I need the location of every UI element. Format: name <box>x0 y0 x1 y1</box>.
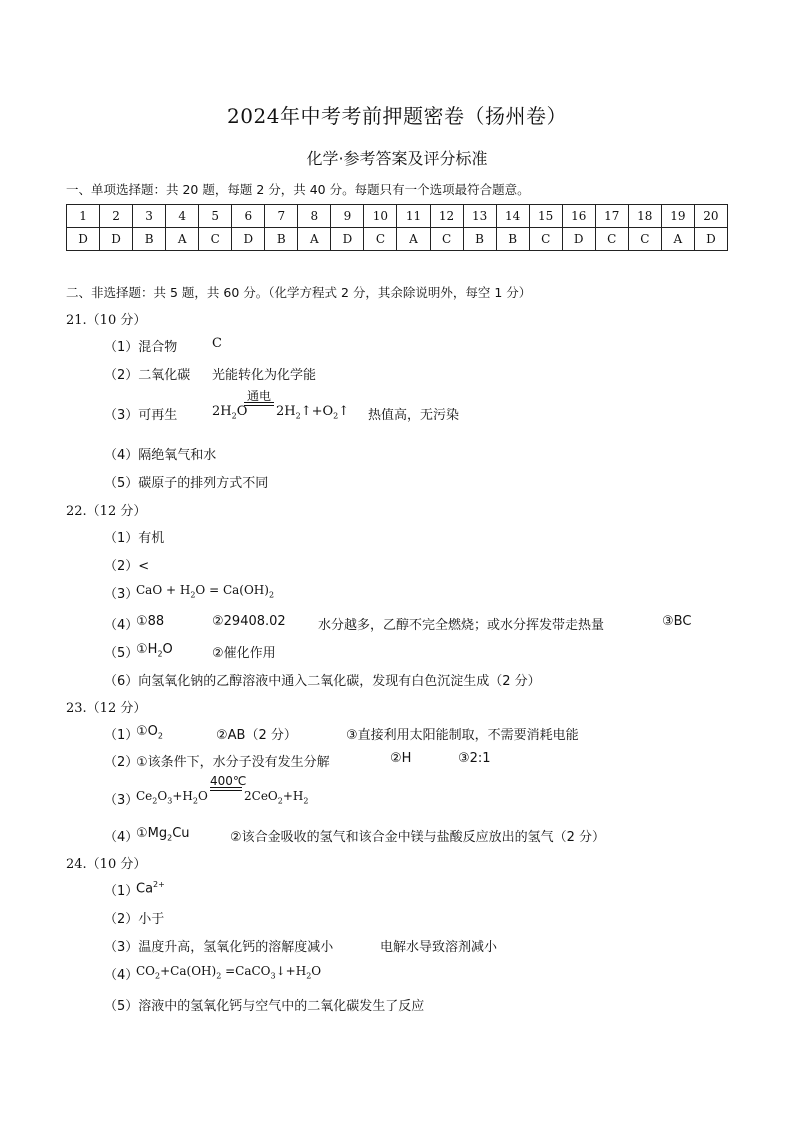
answer-cell: A <box>166 228 199 251</box>
q22-4-answer-2: ②29408.02 <box>212 614 286 629</box>
q24-line-2: （2）小于 <box>104 912 165 927</box>
q22-5-label: （5） <box>104 646 139 661</box>
answer-cell: D <box>562 228 595 251</box>
question-number-cell: 2 <box>100 205 133 228</box>
q24-3-answer-a: （3）温度升高，氢氧化钙的溶解度减小 <box>104 940 334 955</box>
question-number-cell: 17 <box>595 205 628 228</box>
q22-3-equation: CaO + $H_2O = Ca(OH)_2$ <box>136 583 275 600</box>
question-number-cell: 15 <box>529 205 562 228</box>
q21-3-answer-d: 热值高，无污染 <box>368 408 460 423</box>
q21-2-answer-a: （2）二氧化碳 <box>104 368 191 383</box>
question-number-cell: 8 <box>298 205 331 228</box>
section-2-heading: 二、非选择题：共 5 题，共 60 分。（化学方程式 2 分，其余除说明外，每空 1 分） <box>66 285 532 300</box>
q23-1-answer-3: ③直接利用太阳能制取，不需要消耗电能 <box>346 728 579 743</box>
question-number-cell: 20 <box>694 205 727 228</box>
question-number-cell: 9 <box>331 205 364 228</box>
question-21-heading: 21.（10 分） <box>66 313 147 328</box>
answer-cell: C <box>529 228 562 251</box>
q23-3-reaction-condition: 400℃ <box>210 775 242 791</box>
q23-1-answer-2: ②AB（2 分） <box>216 728 297 743</box>
q22-4-label: （4） <box>104 618 139 633</box>
q23-3-equation: $Ce_2O_3+H_2O$ <box>136 789 208 806</box>
answer-cell: B <box>496 228 529 251</box>
answer-cell: A <box>298 228 331 251</box>
q22-4-answer-3: ③BC <box>662 614 692 629</box>
q23-2-answer-1: ①该条件下，水分子没有发生分解 <box>136 755 330 770</box>
answer-table <box>66 204 728 251</box>
answer-cell: D <box>694 228 727 251</box>
page-title: 2024年中考考前押题密卷（扬州卷） <box>227 104 567 128</box>
question-number-cell: 14 <box>496 205 529 228</box>
question-number-cell: 6 <box>232 205 265 228</box>
question-22-heading: 22.（12 分） <box>66 504 147 519</box>
question-number-cell: 16 <box>562 205 595 228</box>
q22-4-answer-2-explanation: 水分越多，乙醇不完全燃烧；或水分挥发带走热量 <box>318 618 605 633</box>
q23-4-answer-1: $①Mg_2Cu$ <box>136 826 190 843</box>
q22-5-answer-1: $①H_2O$ <box>136 642 173 659</box>
q23-3-label: （3） <box>104 793 139 808</box>
answer-cell: D <box>232 228 265 251</box>
q21-2-answer-b: 光能转化为化学能 <box>212 368 317 383</box>
question-number-cell: 5 <box>199 205 232 228</box>
q24-3-answer-b: 电解水导致溶剂减小 <box>380 940 498 955</box>
question-number-cell: 19 <box>661 205 694 228</box>
question-number-cell: 18 <box>628 205 661 228</box>
q23-1-label: （1） <box>104 728 139 743</box>
q22-5-answer-2: ②催化作用 <box>212 646 276 661</box>
question-number-cell: 1 <box>67 205 100 228</box>
q22-line-1: （1）有机 <box>104 531 165 546</box>
answer-cell: B <box>463 228 496 251</box>
answer-table-answer-row <box>67 228 728 251</box>
q22-3-label: （3） <box>104 587 139 602</box>
q24-line-5: （5）溶液中的氢氧化钙与空气中的二氧化碳发生了反应 <box>104 999 425 1014</box>
question-number-cell: 13 <box>463 205 496 228</box>
question-24-heading: 24.（10 分） <box>66 857 147 872</box>
q22-line-2: （2）< <box>104 559 150 574</box>
q21-3-equation-products: $2H_2↑+O_2↑$ <box>276 404 350 421</box>
answer-cell: D <box>100 228 133 251</box>
question-number-cell: 10 <box>364 205 397 228</box>
q21-3-equation: $2H_2O$ <box>212 404 248 421</box>
answer-cell: A <box>661 228 694 251</box>
q23-1-answer-1: $①O_2$ <box>136 724 163 741</box>
answer-cell: C <box>199 228 232 251</box>
page-subtitle: 化学·参考答案及评分标准 <box>306 149 488 168</box>
q23-2-label: （2） <box>104 755 139 770</box>
q21-3-reaction-condition: 通电 <box>244 390 274 406</box>
question-number-cell: 3 <box>133 205 166 228</box>
q23-4-label: （4） <box>104 830 139 845</box>
q21-1-answer-b: C <box>212 336 222 351</box>
answer-cell: D <box>331 228 364 251</box>
q21-3-answer-a: （3）可再生 <box>104 408 178 423</box>
question-number-cell: 4 <box>166 205 199 228</box>
q23-2-answer-3: ③2:1 <box>458 751 491 766</box>
q23-4-answer-2: ②该合金吸收的氢气和该合金中镁与盐酸反应放出的氢气（2 分） <box>230 830 606 845</box>
section-1-heading: 一、单项选择题：共 20 题，每题 2 分，共 40 分。每题只有一个选项最符合题意。 <box>66 182 530 197</box>
q21-1-answer-a: （1）混合物 <box>104 340 178 355</box>
q22-line-6: （6）向氢氧化钠的乙醇溶液中通入二氧化碳，发现有白色沉淀生成（2 分） <box>104 674 541 689</box>
q24-1-answer: $Ca^{2+}$ <box>136 880 165 897</box>
answer-cell: C <box>364 228 397 251</box>
q21-line-4: （4）隔绝氧气和水 <box>104 448 217 463</box>
answer-cell: A <box>397 228 430 251</box>
q24-4-equation: $CO_2+Ca(OH)_2$ $=CaCO_3↓+H_2O$ <box>136 964 322 981</box>
q21-line-5: （5）碳原子的排列方式不同 <box>104 476 269 491</box>
answer-cell: C <box>595 228 628 251</box>
q24-1-label: （1） <box>104 884 139 899</box>
question-number-cell: 12 <box>430 205 463 228</box>
q23-2-answer-2: ②H <box>390 751 412 766</box>
answer-cell: B <box>133 228 166 251</box>
q22-4-answer-1: ①88 <box>136 614 165 629</box>
question-23-heading: 23.（12 分） <box>66 701 147 716</box>
answer-table-number-row <box>67 205 728 228</box>
answer-cell: C <box>430 228 463 251</box>
q24-4-label: （4） <box>104 968 139 983</box>
answer-cell: C <box>628 228 661 251</box>
question-number-cell: 7 <box>265 205 298 228</box>
answer-cell: B <box>265 228 298 251</box>
q23-3-equation-products: $2CeO_2+H_2$ <box>244 789 309 806</box>
question-number-cell: 11 <box>397 205 430 228</box>
answer-cell: D <box>67 228 100 251</box>
